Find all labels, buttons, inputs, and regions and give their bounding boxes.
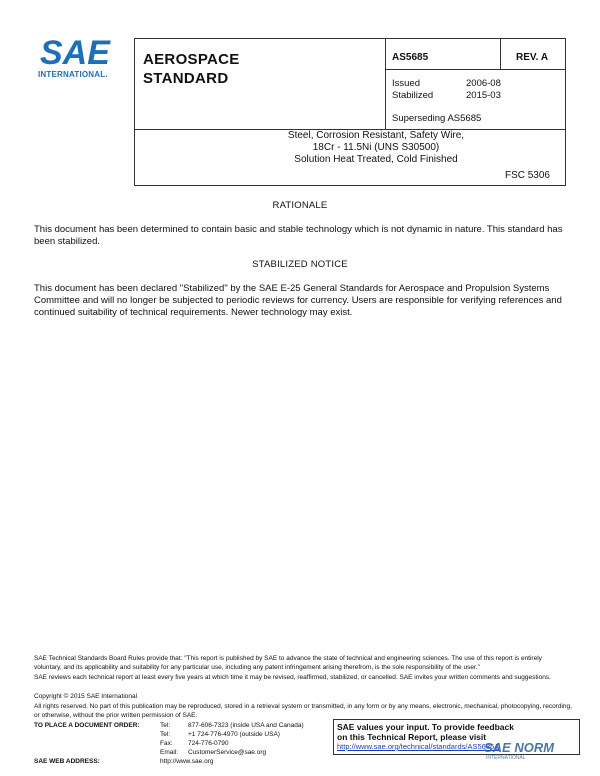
stabilized-notice-heading: STABILIZED NOTICE: [252, 259, 348, 270]
issued-value: 2006-08: [466, 78, 501, 89]
document-title: [186, 130, 566, 166]
superseding: Superseding AS5685: [392, 113, 482, 124]
watermark-sub: INTERNATIONAL: [486, 755, 526, 761]
feedback-line-2: on this Technical Report, please visit: [337, 732, 487, 742]
revision: REV. A: [516, 52, 549, 63]
issued-label: Issued: [392, 78, 420, 89]
rationale-heading: RATIONALE: [272, 200, 328, 211]
order-label: TO PLACE A DOCUMENT ORDER:: [34, 722, 140, 729]
footer-review: SAE reviews each technical report at least every five years at which time it may be revised, reaffirmed, stabilized, or cancelled. SAE invites your written comments and suggestions.: [34, 674, 551, 681]
title-line-1: Steel, Corrosion Resistant, Safety Wire,: [287, 130, 465, 141]
footer-copyright: Copyright © 2015 SAE International: [34, 693, 138, 700]
document-number: AS5685: [392, 52, 429, 63]
feedback-link[interactable]: http://www.sae.org/technical/standards/AS5685A: [337, 742, 500, 751]
stabilized-notice-text: This document has been declared "Stabilized" by the SAE E-25 General Standards for Aerospace and Propulsion Systems Committee and will no longer be subjected to periodic reviews for currency. Users are responsible for verifying references and continued suitability of technical requirements. Newer technology may exist.: [34, 283, 562, 318]
footer-rules: SAE Technical Standards Board Rules provide that: "This report is published by SAE to advance the state of technical and engineering sciences. The use of this report is entirely voluntary, and its applicability and suitability for any particular use, including any patent infringement arising therefrom, is the sole responsibility of the user.": [34, 655, 542, 671]
tel-label: Tel:: [160, 722, 171, 729]
logo-subtitle: INTERNATIONAL.: [38, 70, 108, 79]
web-label: SAE WEB ADDRESS:: [34, 758, 100, 765]
logo-text: SAE: [40, 34, 110, 70]
footer-rights: All rights reserved. No part of this publication may be reproduced, stored in a retrieval system or transmitted, in any form or by any means, electronic, mechanical, photocopying, recording, or otherwise, without the prior written permission of SAE.: [34, 703, 572, 719]
email-value[interactable]: CustomerService@sae.org: [188, 749, 267, 756]
title-line-3: Solution Heat Treated, Cold Finished: [294, 154, 458, 165]
email-label: Email:: [160, 749, 179, 756]
standard-type: [143, 50, 240, 88]
fax-label: Fax:: [160, 740, 173, 747]
fax-value: 724-776-0790: [188, 740, 229, 747]
tel2-label: Tel:: [160, 731, 171, 738]
standard-line-1: AEROSPACE: [143, 51, 240, 68]
feedback-line-1: SAE values your input. To provide feedback: [337, 722, 514, 732]
tel-value: 877-606-7323 (inside USA and Canada): [188, 722, 304, 729]
stabilized-value: 2015-03: [466, 90, 501, 101]
rationale-text: This document has been determined to contain basic and stable technology which is not dynamic in nature. This standard has been stabilized.: [34, 224, 563, 247]
standard-line-2: STANDARD: [143, 70, 229, 87]
title-line-2: 18Cr - 11.5Ni (UNS S30500): [312, 142, 440, 153]
stabilized-label: Stabilized: [392, 90, 434, 101]
fsc-code: FSC 5306: [504, 170, 550, 181]
sae-logo: [38, 34, 118, 75]
watermark-logo: SAE NORM: [484, 740, 555, 755]
web-value[interactable]: http://www.sae.org: [160, 758, 214, 765]
tel2-value: +1 724-776-4970 (outside USA): [188, 731, 280, 738]
